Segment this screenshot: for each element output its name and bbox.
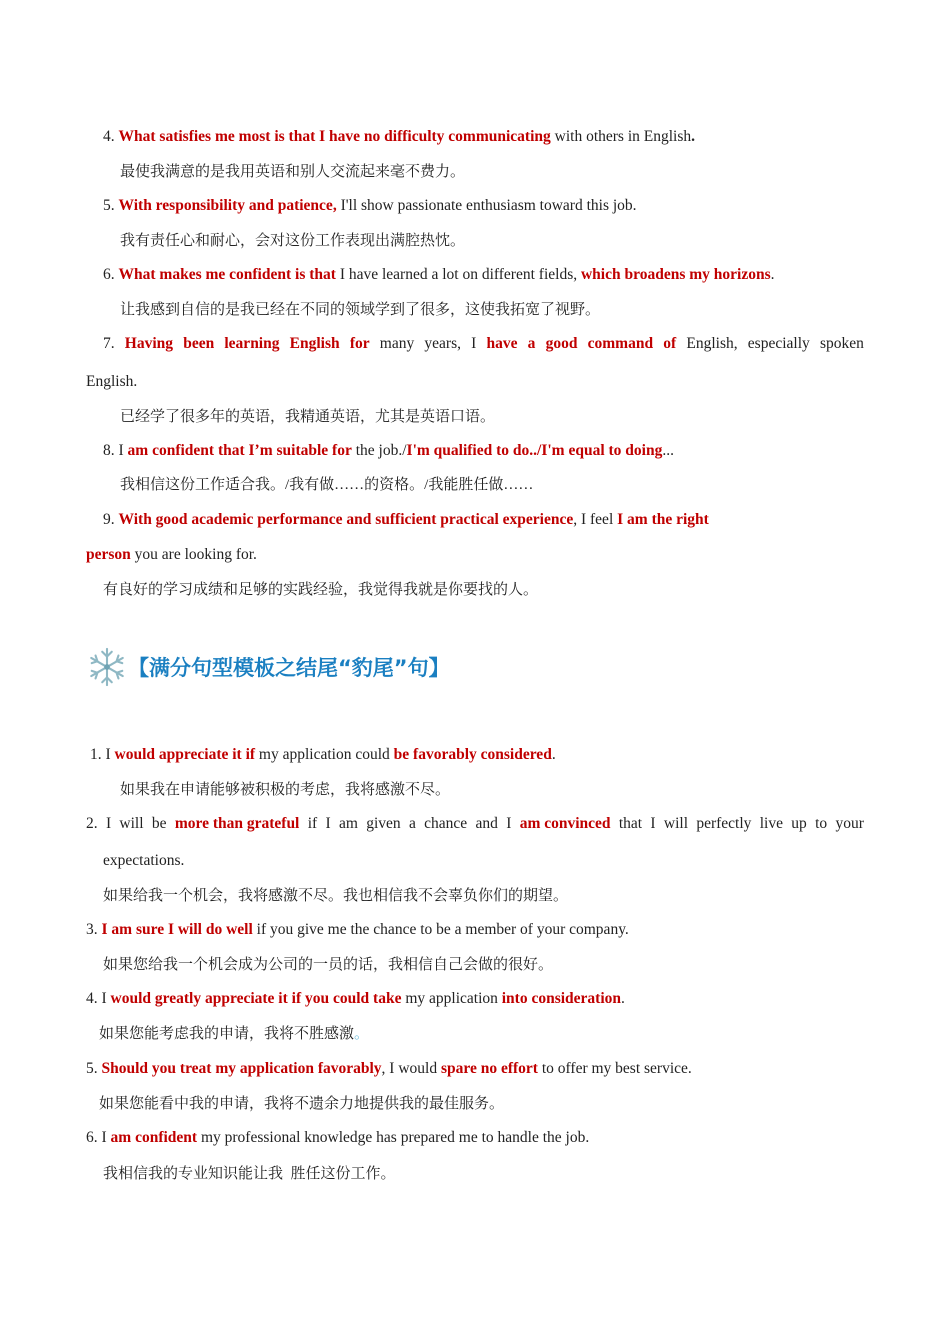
- plain-word: I: [471, 335, 477, 352]
- plain-text: I have learned a lot on different fields,: [335, 266, 581, 283]
- key-phrase: am convinced: [519, 815, 611, 832]
- plain-text: I: [101, 990, 111, 1007]
- ending-sentence-5-en: [86, 1059, 692, 1079]
- plain-word: many: [379, 335, 415, 352]
- plain-text: I: [118, 442, 128, 459]
- key-word: for: [349, 335, 370, 352]
- punctuation: .: [621, 990, 625, 1007]
- ending-sentence-2-en: [86, 814, 864, 834]
- key-word: have: [486, 335, 518, 352]
- plain-word: will: [119, 815, 144, 832]
- key-phrase: be favorably considered: [393, 746, 552, 763]
- plain-word: I: [650, 815, 656, 832]
- key-phrase: which broadens my horizons: [580, 266, 771, 283]
- plain-word: to: [815, 815, 828, 832]
- key-phrase: Should you treat my application favorably: [101, 1060, 382, 1077]
- key-phrase: would appreciate it if: [114, 746, 256, 763]
- item-number: 1.: [90, 746, 102, 763]
- sentence-4-en: [103, 127, 695, 147]
- key-phrase: What makes me confident is that: [118, 266, 336, 283]
- key-phrase: would greatly appreciate it if you could take: [110, 990, 402, 1007]
- plain-text: I'll show passionate enthusiasm toward this job.: [336, 197, 637, 214]
- key-word: been: [183, 335, 215, 352]
- plain-word: especially: [747, 335, 810, 352]
- item-number: 4.: [103, 128, 115, 145]
- item-number: 9.: [103, 511, 115, 528]
- plain-word: am: [338, 815, 358, 832]
- key-phrase: What satisfies me most is that I have no difficulty communicating: [118, 128, 551, 145]
- sentence-7-en-cont: English.: [86, 373, 138, 390]
- plain-text: my professional knowledge has prepared me to handle the job.: [197, 1129, 590, 1146]
- plain-text: I: [105, 746, 115, 763]
- plain-text: ...: [662, 442, 674, 459]
- plain-word: live: [759, 815, 783, 832]
- punctuation: .: [551, 746, 556, 763]
- plain-text: my application could: [255, 746, 394, 763]
- punctuation: .: [691, 128, 696, 145]
- key-phrase: spare no effort: [440, 1060, 538, 1077]
- sentence-6-cn: 让我感到自信的是我已经在不同的领域学到了很多，这使我拓宽了视野。: [120, 302, 601, 318]
- sentence-5-en: [103, 196, 637, 216]
- plain-word: spoken: [819, 335, 864, 352]
- ending-sentence-4-cn: [99, 1024, 369, 1044]
- plain-word: will: [663, 815, 689, 832]
- sentence-7-cn: 已经学了很多年的英语，我精通英语，尤其是英语口语。: [120, 409, 496, 425]
- plain-text: if you give me the chance to be a member of your company.: [252, 921, 629, 938]
- key-word: command: [587, 335, 654, 352]
- plain-word: I: [325, 815, 331, 832]
- key-phrase: am confident that I’m suitable for: [127, 442, 352, 459]
- key-phrase: more than grateful: [174, 815, 300, 832]
- sentence-4-cn: 最使我满意的是我用英语和别人交流起来毫不费力。: [120, 164, 466, 180]
- section-heading: [86, 645, 450, 689]
- ending-sentence-2-cn: 如果给我一个机会，我将感激不尽。我也相信我不会辜负你们的期望。: [103, 888, 569, 904]
- plain-word: given: [366, 815, 401, 832]
- section-title: 【满分句型模板之结尾“豹尾”句】: [128, 656, 450, 680]
- plain-word: a: [408, 815, 416, 832]
- ending-sentence-6-en: [86, 1128, 589, 1148]
- punctuation: .: [770, 266, 775, 283]
- sentence-7-en: [103, 334, 864, 354]
- sentence-8-cn: 我相信这份工作适合我。/我有做……的资格。/我能胜任做……: [120, 477, 534, 493]
- plain-word: up: [791, 815, 807, 832]
- item-number: 5.: [103, 197, 115, 214]
- plain-text: I: [97, 1129, 111, 1146]
- key-phrase: With responsibility and patience,: [118, 197, 337, 214]
- key-phrase: I am the right: [617, 511, 709, 528]
- plain-text: to offer my best service.: [537, 1060, 692, 1077]
- key-word: English: [289, 335, 340, 352]
- item-number: 7.: [103, 335, 115, 352]
- plain-text: the job./: [351, 442, 407, 459]
- plain-word: I: [105, 815, 112, 832]
- key-word: Having: [124, 335, 174, 352]
- plain-word: years,: [424, 335, 461, 352]
- plain-word: English,: [686, 335, 738, 352]
- plain-word: if: [307, 815, 318, 832]
- plain-word: I: [506, 815, 512, 832]
- ending-sentence-5-cn: 如果您能看中我的申请，我将不遗余力地提供我的最佳服务。: [99, 1096, 505, 1112]
- plain-word: perfectly: [696, 815, 752, 832]
- key-phrase: into consideration: [501, 990, 622, 1007]
- sentence-6-en: [103, 265, 774, 285]
- plain-word: and: [475, 815, 498, 832]
- cn-punctuation: 。: [354, 1026, 370, 1042]
- item-number: 4.: [86, 990, 98, 1007]
- plain-text: my application: [401, 990, 502, 1007]
- item-number: 3.: [86, 921, 98, 938]
- key-phrase: am confident: [110, 1129, 198, 1146]
- key-word: a: [527, 335, 536, 352]
- ending-sentence-4-en: [86, 989, 625, 1009]
- ending-sentence-3-en: [86, 920, 629, 940]
- plain-text: , I would: [381, 1060, 441, 1077]
- sentence-9-cn: 有良好的学习成绩和足够的实践经验，我觉得我就是你要找的人。: [103, 582, 539, 598]
- cn-text: 如果您能考虑我的申请，我将不胜感激: [99, 1026, 355, 1042]
- plain-word: be: [151, 815, 167, 832]
- plain-word: that: [618, 815, 643, 832]
- ending-sentence-3-cn: 如果您给我一个机会成为公司的一员的话，我相信自己会做的很好。: [103, 957, 554, 973]
- ending-sentence-1-en: [90, 745, 556, 765]
- plain-text: , I feel: [573, 511, 618, 528]
- plain-text: with others in English: [550, 128, 692, 145]
- sentence-9-en: [103, 510, 709, 530]
- key-phrase: With good academic performance and sufficient practical experience: [118, 511, 574, 528]
- snowflake-icon: [86, 645, 128, 689]
- item-number: 2.: [86, 815, 98, 832]
- ending-sentence-6-cn: 我相信我的专业知识能让我 胜任这份工作。: [103, 1166, 396, 1182]
- item-number: 8.: [103, 442, 115, 459]
- key-word: good: [545, 335, 578, 352]
- sentence-8-en: [103, 441, 674, 461]
- key-word: of: [663, 335, 677, 352]
- plain-word: your: [835, 815, 864, 832]
- key-phrase: person: [86, 546, 131, 563]
- key-word: learning: [224, 335, 280, 352]
- plain-word: chance: [424, 815, 468, 832]
- item-number: 5.: [86, 1060, 98, 1077]
- ending-sentence-1-cn: 如果我在申请能够被积极的考虑，我将感激不尽。: [120, 782, 451, 798]
- sentence-5-cn: 我有责任心和耐心，会对这份工作表现出满腔热忱。: [120, 233, 466, 249]
- sentence-9-en-cont: [86, 545, 257, 565]
- key-phrase: I'm qualified to do../I'm equal to doing: [406, 442, 663, 459]
- ending-sentence-2-en-cont: expectations.: [103, 852, 185, 869]
- item-number: 6.: [103, 266, 115, 283]
- key-phrase: I am sure I will do well: [101, 921, 253, 938]
- plain-text: you are looking for.: [130, 546, 257, 563]
- item-number: 6.: [86, 1129, 98, 1146]
